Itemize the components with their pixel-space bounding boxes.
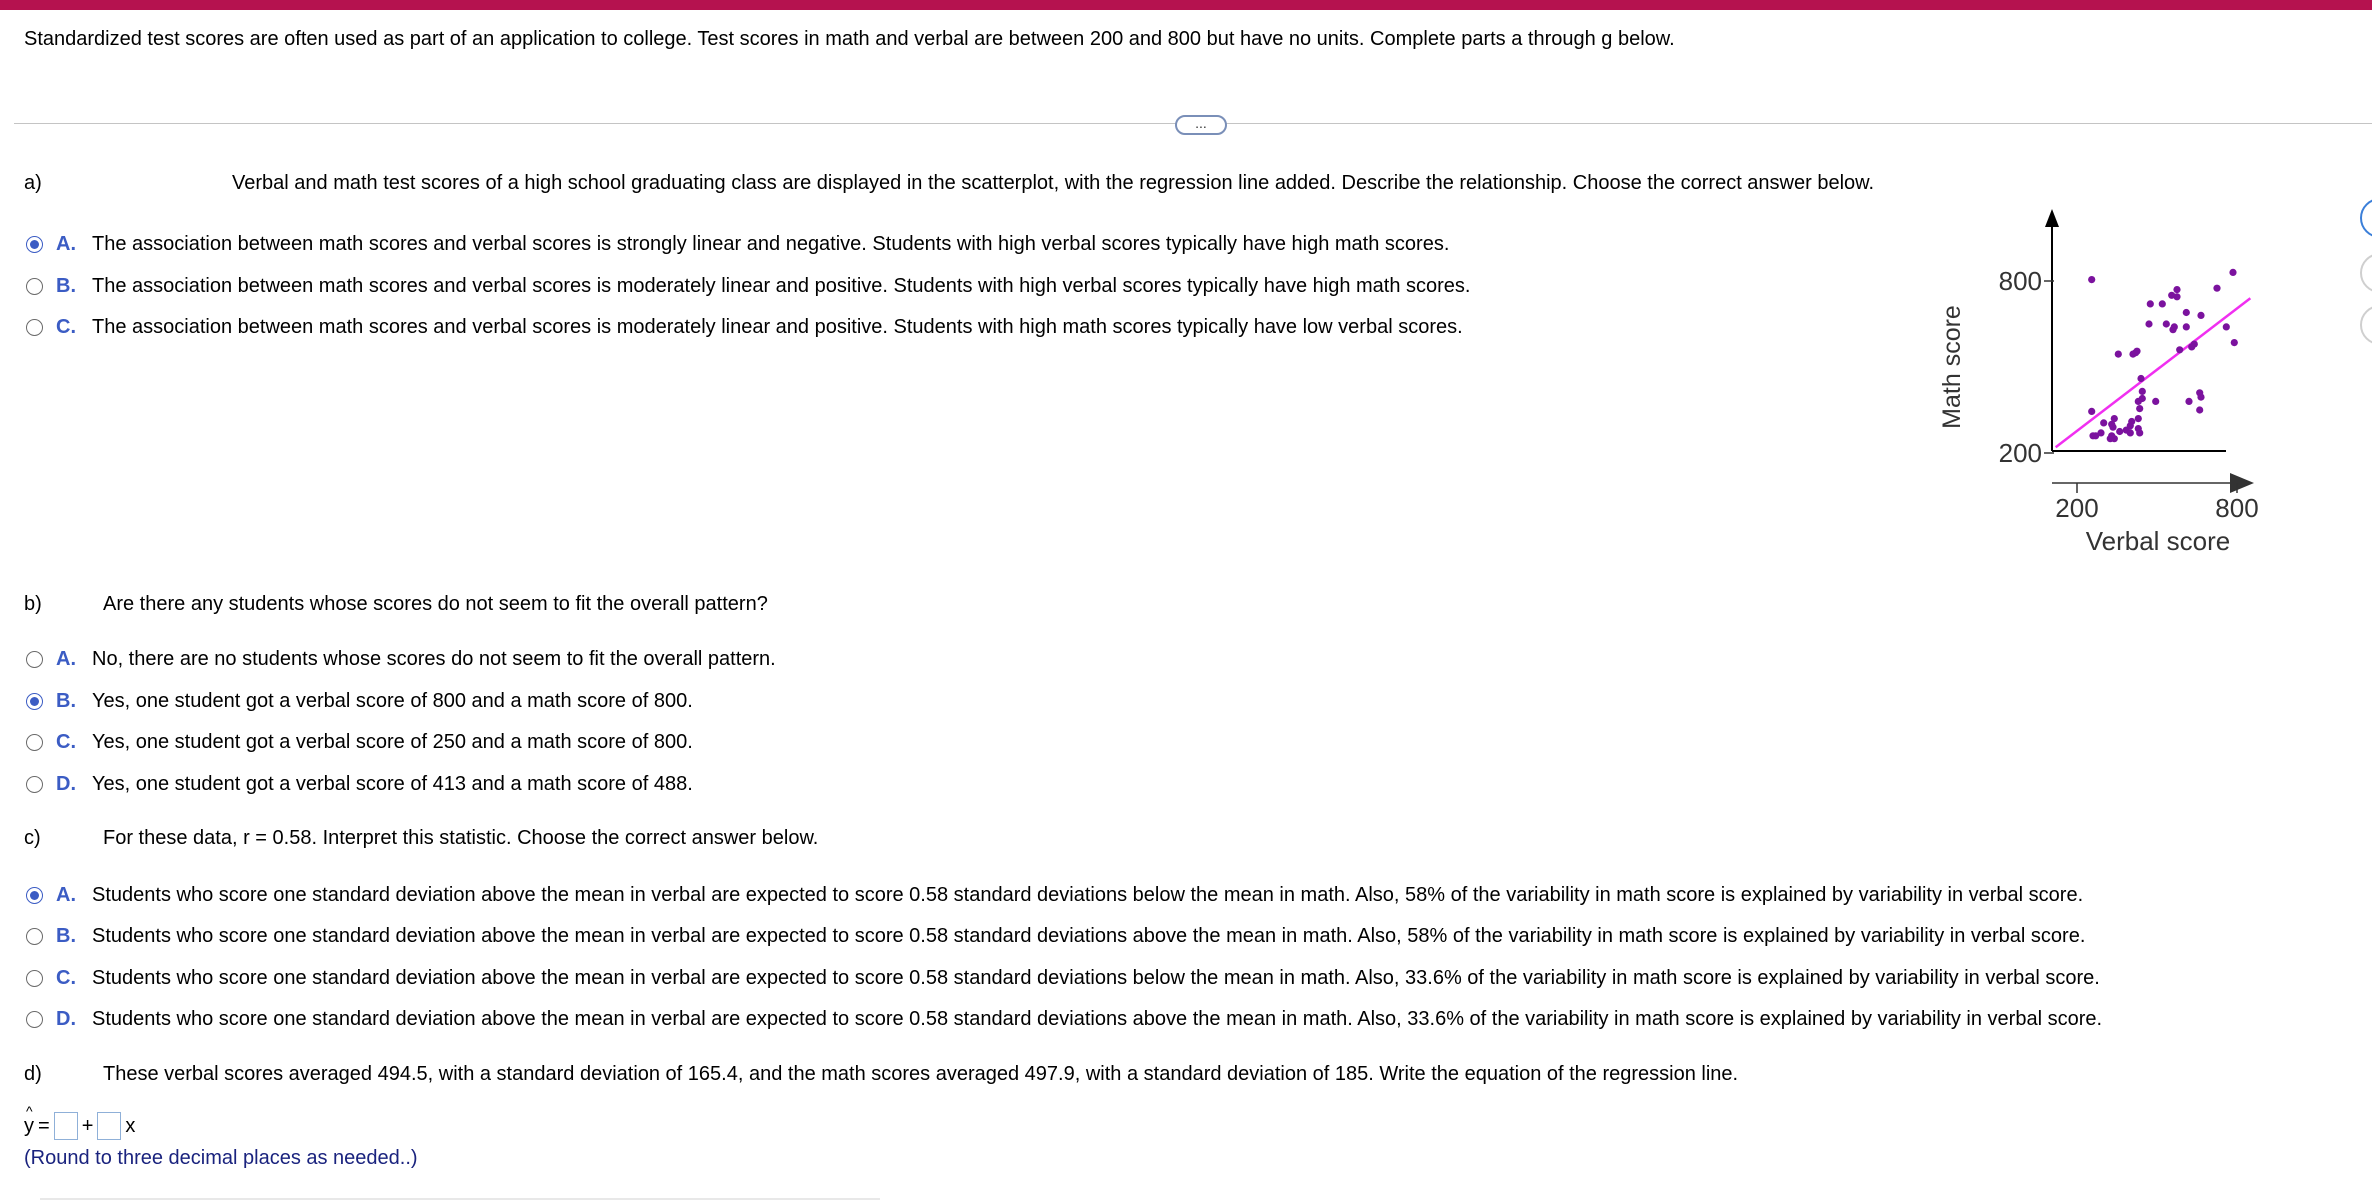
radio-button[interactable] (26, 734, 43, 751)
side-control-1[interactable] (2360, 198, 2372, 238)
part-b-prompt: Are there any students whose scores do not seem to fit the overall pattern? (103, 593, 768, 615)
part-b-option-b[interactable] (26, 689, 693, 713)
expand-button[interactable]: ... (1175, 115, 1227, 135)
scatter-point-22 (2135, 415, 2142, 422)
scatter-point-49 (2213, 285, 2220, 292)
option-letter: D. (56, 772, 76, 795)
regression-line (2056, 298, 2251, 447)
option-text: Students who score one standard deviation above the mean in verbal are expected to score 0.58 standard deviations above the mean in math. Also, 33.6% of the variability in math score is explained by variability in verbal score. (92, 1007, 2103, 1030)
scatter-point-32 (2159, 300, 2166, 307)
scatter-point-27 (2139, 395, 2146, 402)
scatter-point-42 (2183, 309, 2190, 316)
option-letter: A. (56, 883, 76, 906)
scatter-point-41 (2185, 398, 2192, 405)
scatter-point-37 (2173, 293, 2180, 300)
x-axis-label: Verbal score (2085, 526, 2231, 556)
scatter-point-11 (2111, 415, 2118, 422)
part-a-prompt: Verbal and math test scores of a high school graduating class are displayed in the scatterplot, with the regression line added. Describe the relationship. Choose the correct answer below. (232, 172, 1875, 194)
scatter-point-45 (2197, 312, 2204, 319)
option-letter: A. (56, 647, 76, 670)
scatter-point-50 (2223, 323, 2230, 330)
scatter-point-0 (2088, 276, 2095, 283)
option-text: The association between math scores and verbal scores is moderately linear and positive. Students with high math scores typically have low verbal scores. (92, 315, 1463, 338)
scatter-point-25 (2136, 429, 2143, 436)
part-b-option-c[interactable] (26, 730, 693, 754)
scatter-point-35 (2171, 323, 2178, 330)
option-letter: B. (56, 689, 76, 712)
part-a-option-b[interactable] (26, 274, 1470, 298)
scatter-point-15 (2127, 429, 2134, 436)
scatter-point-12 (2116, 428, 2123, 435)
intercept-input[interactable] (54, 1112, 78, 1140)
radio-button[interactable] (26, 970, 43, 987)
scatter-point-31 (2152, 398, 2159, 405)
data-points (2088, 269, 2238, 443)
scatter-point-10 (2111, 435, 2118, 442)
radio-button[interactable] (26, 1011, 43, 1028)
scatter-point-1 (2088, 408, 2095, 415)
option-text: Students who score one standard deviation above the mean in verbal are expected to score 0.58 standard deviations below the mean in math. Also, 33.6% of the variability in math score is explained by variability in verbal score. (92, 966, 2100, 989)
y-hat-symbol (24, 1102, 34, 1138)
next-part-peek (40, 1198, 880, 1200)
part-d-label: d) (24, 1063, 42, 1085)
scatter-point-5 (2097, 429, 2104, 436)
top-accent-bar (0, 0, 2372, 10)
hat-accent: ^ (26, 1102, 33, 1119)
scatter-point-29 (2145, 320, 2152, 327)
option-text: No, there are no students whose scores do not seem to fit the overall pattern. (92, 647, 776, 670)
y-tick-label-200: 200 (1998, 438, 2042, 468)
scatter-point-26 (2137, 375, 2144, 382)
scatter-point-46 (2196, 406, 2203, 413)
radio-button[interactable] (26, 693, 43, 710)
option-letter: C. (56, 730, 76, 753)
scatterplot (1930, 195, 2270, 565)
side-control-2[interactable] (2360, 253, 2372, 293)
scatter-point-33 (2163, 320, 2170, 327)
scatter-point-51 (2229, 269, 2236, 276)
y-axis-arrow (2045, 209, 2059, 227)
x-tick-label-200: 200 (2055, 493, 2099, 523)
y-axis-label: Math score (1938, 305, 1966, 429)
part-c-option-b[interactable] (26, 924, 2085, 948)
scatter-point-40 (2183, 323, 2190, 330)
part-c-option-c[interactable] (26, 966, 2100, 990)
x-symbol: x (125, 1114, 136, 1137)
option-letter: D. (56, 1007, 76, 1030)
option-letter: B. (56, 924, 76, 947)
scatter-point-44 (2191, 341, 2198, 348)
scatter-point-38 (2173, 286, 2180, 293)
scatter-point-20 (2133, 348, 2140, 355)
part-b-option-d[interactable] (26, 772, 693, 796)
option-letter: C. (56, 315, 76, 338)
scatter-point-23 (2136, 405, 2143, 412)
part-c-option-d[interactable] (26, 1007, 2102, 1031)
plus-sign: + (81, 1114, 94, 1137)
option-text: The association between math scores and verbal scores is moderately linear and positive. Students with high verbal scores typically have high math scores. (92, 274, 1471, 297)
option-letter: C. (56, 966, 76, 989)
y-tick-label-800: 800 (1998, 266, 2042, 296)
y-symbol: y (24, 1114, 34, 1137)
radio-button[interactable] (26, 319, 43, 336)
radio-button[interactable] (26, 928, 43, 945)
slope-input[interactable] (97, 1112, 121, 1140)
radio-button[interactable] (26, 278, 43, 295)
part-a-label: a) (24, 172, 42, 194)
option-text: Yes, one student got a verbal score of 413 and a math score of 488. (92, 772, 693, 795)
part-c-option-a[interactable] (26, 883, 2083, 907)
scatter-point-52 (2231, 339, 2238, 346)
part-b-label: b) (24, 593, 42, 615)
option-text: Students who score one standard deviation above the mean in verbal are expected to score 0.58 standard deviations below the mean in math. Also, 58% of the variability in math score is explained by variability in verbal score. (92, 883, 2084, 906)
scatter-point-30 (2147, 300, 2154, 307)
option-text: Yes, one student got a verbal score of 250 and a math score of 800. (92, 730, 693, 753)
x-tick-label-800: 800 (2215, 493, 2259, 523)
scatter-point-39 (2176, 346, 2183, 353)
problem-intro: Standardized test scores are often used as part of an application to college. Test scores in math and verbal are between 200 and 800 but have no units. Complete parts a through g below. (24, 28, 1675, 50)
radio-button[interactable] (26, 236, 43, 253)
radio-button[interactable] (26, 651, 43, 668)
part-b-option-a[interactable] (26, 647, 776, 671)
option-text: The association between math scores and verbal scores is strongly linear and negative. Students with high verbal scores typically have high math scores. (92, 232, 1450, 255)
option-letter: A. (56, 232, 76, 255)
part-a-option-a[interactable] (26, 232, 1449, 256)
side-control-3[interactable] (2360, 305, 2372, 345)
radio-button[interactable] (26, 776, 43, 793)
part-a-option-c[interactable] (26, 315, 1463, 339)
equals-sign: = (38, 1114, 50, 1137)
scatter-point-28 (2139, 388, 2146, 395)
option-text: Students who score one standard deviation above the mean in verbal are expected to score 0.58 standard deviations above the mean in math. Also, 58% of the variability in math score is explained by variability in verbal score. (92, 924, 2086, 947)
x-axis-arrow (2230, 473, 2254, 493)
scatter-point-13 (2115, 351, 2122, 358)
scatter-point-4 (2100, 419, 2107, 426)
option-text: Yes, one student got a verbal score of 800 and a math score of 800. (92, 689, 693, 712)
option-letter: B. (56, 274, 76, 297)
regression-equation (24, 1102, 136, 1140)
scatter-point-17 (2127, 422, 2134, 429)
scatter-point-48 (2197, 394, 2204, 401)
part-d-prompt: These verbal scores averaged 494.5, with a standard deviation of 165.4, and the math scores averaged 497.9, with a standard deviation of 185. Write the equation of the regression line. (103, 1063, 1739, 1085)
part-c-prompt: For these data, r = 0.58. Interpret this statistic. Choose the correct answer below. (103, 827, 819, 849)
rounding-note: (Round to three decimal places as needed..) (24, 1147, 418, 1169)
radio-button[interactable] (26, 887, 43, 904)
part-c-label: c) (24, 827, 41, 849)
